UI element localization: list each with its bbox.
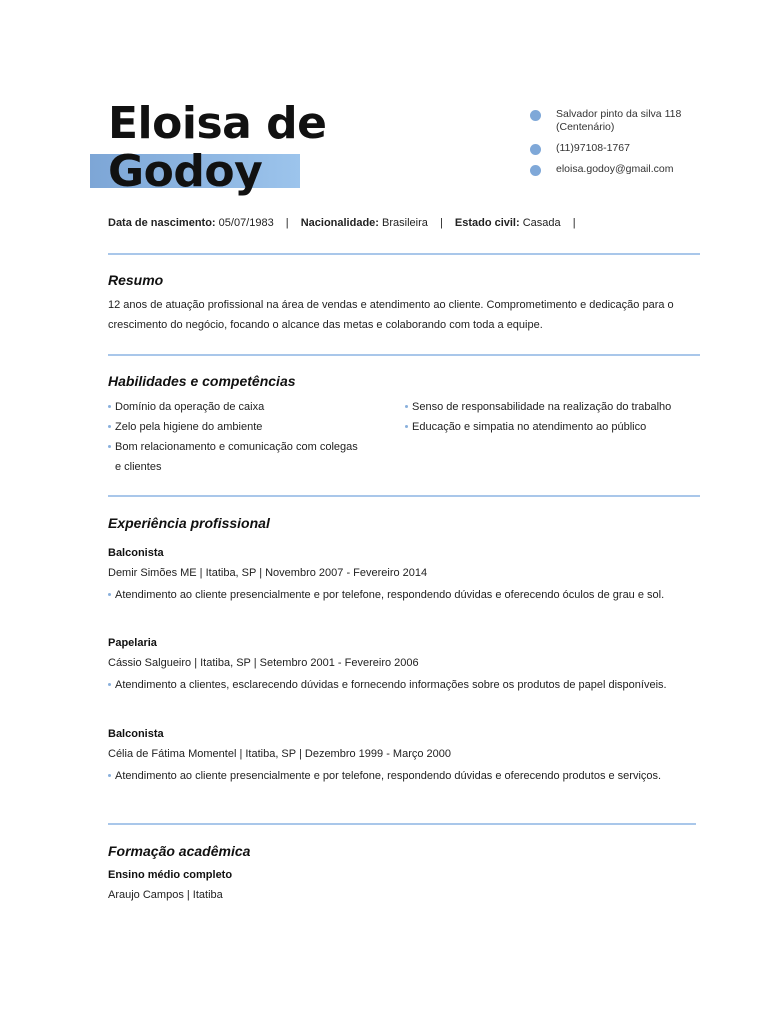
- civil-label: Estado civil:: [454, 217, 520, 229]
- section-divider: [108, 823, 696, 825]
- contact-block: [530, 108, 730, 184]
- summary-text: 12 anos de atuação profissional na área de vendas e atendimento ao cliente. Comprometimento e dedicação para o crescimento do negócio, focando o alcance das metas e colaborando com toda a equipe.: [108, 299, 674, 331]
- skill-item: Bom relacionamento e comunicação com colegas e clientes: [108, 437, 365, 477]
- section-divider: [108, 495, 700, 497]
- job-role: Balconista: [108, 728, 164, 740]
- civil-value: Casada: [522, 217, 561, 229]
- skill-item: Educação e simpatia no atendimento ao público: [405, 417, 712, 437]
- job-meta: Cássio Salgueiro | Itatiba, SP | Setembro 2001 - Fevereiro 2006: [108, 657, 419, 669]
- name-block: [108, 100, 327, 196]
- info-separator: |: [285, 217, 289, 229]
- last-name-wrapper: [108, 148, 327, 196]
- phone-bullet-icon: [530, 144, 541, 155]
- contact-phone: [530, 142, 730, 155]
- job-description: Atendimento a clientes, esclarecendo dúvidas e fornecendo informações sobre os produtos de papel disponíveis.: [108, 675, 685, 695]
- first-name: Eloisa de: [108, 98, 327, 149]
- education-school: Araujo Campos | Itatiba: [108, 889, 223, 901]
- email-bullet-icon: [530, 165, 541, 176]
- skills-title: Habilidades e competências: [108, 373, 296, 389]
- address-text: Salvador pinto da silva 118 (Centenário): [556, 108, 682, 133]
- section-divider: [108, 253, 700, 255]
- skill-item: Senso de responsabilidade na realização do trabalho: [405, 397, 712, 417]
- last-name: Godoy: [108, 146, 263, 197]
- nationality-value: Brasileira: [382, 217, 428, 229]
- nationality-label: Nacionalidade:: [300, 217, 379, 229]
- job-meta: Demir Simões ME | Itatiba, SP | Novembro 2007 - Fevereiro 2014: [108, 567, 428, 579]
- skill-item: Domínio da operação de caixa: [108, 397, 365, 417]
- info-separator: |: [572, 217, 576, 229]
- address-bullet-icon: [530, 110, 541, 121]
- contact-email: [530, 163, 730, 176]
- birth-label: Data de nascimento:: [108, 217, 216, 229]
- phone-text: (11)97108-1767: [556, 142, 630, 154]
- section-divider: [108, 354, 700, 356]
- education-degree: Ensino médio completo: [108, 869, 233, 881]
- job-meta: Célia de Fátima Momentel | Itatiba, SP | Dezembro 1999 - Março 2000: [108, 748, 452, 760]
- info-separator: |: [439, 217, 443, 229]
- education-title: Formação acadêmica: [108, 843, 251, 859]
- birth-value: 05/07/1983: [218, 217, 274, 229]
- job-role: Balconista: [108, 547, 164, 559]
- job-description: Atendimento ao cliente presencialmente e por telefone, respondendo dúvidas e oferecendo produtos e serviços.: [108, 766, 685, 786]
- summary-title: Resumo: [108, 272, 164, 288]
- job-description: Atendimento ao cliente presencialmente e por telefone, respondendo dúvidas e oferecendo óculos de grau e sol.: [108, 585, 705, 605]
- personal-info: [108, 217, 585, 229]
- email-text: eloisa.godoy@gmail.com: [556, 163, 674, 175]
- job-role: Papelaria: [108, 637, 157, 649]
- skill-item: Zelo pela higiene do ambiente: [108, 417, 365, 437]
- contact-address: [530, 108, 730, 134]
- experience-title: Experiência profissional: [108, 515, 270, 531]
